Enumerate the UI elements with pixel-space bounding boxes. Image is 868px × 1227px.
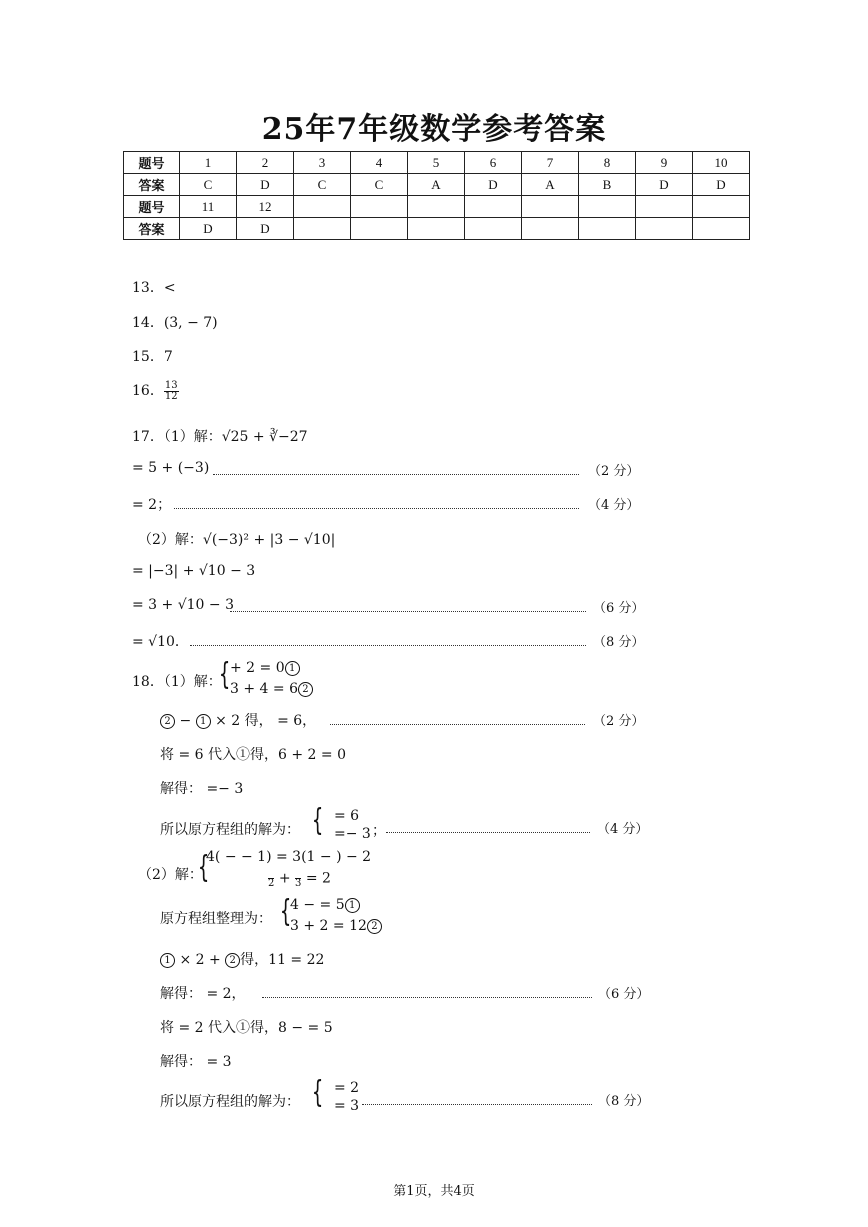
- table-cell: 2: [237, 152, 294, 174]
- equation-line: [230, 660, 300, 676]
- q18b-step2: 解得： = 2，: [160, 986, 246, 1002]
- table-cell: [579, 218, 636, 240]
- dotted-leader: [386, 832, 590, 833]
- operator: −: [175, 713, 196, 729]
- equation: 4 − = 5: [290, 897, 345, 913]
- fraction: [268, 868, 274, 889]
- table-cell: [636, 196, 693, 218]
- solution-line: = 6: [334, 808, 360, 824]
- solution-line: = 2: [334, 1080, 360, 1096]
- q18b-step4: 解得： = 3: [160, 1054, 232, 1070]
- table-cell: D: [465, 174, 522, 196]
- table-cell: A: [522, 174, 579, 196]
- table-cell: C: [294, 174, 351, 196]
- table-cell: 10: [693, 152, 750, 174]
- table-cell: 11: [180, 196, 237, 218]
- table-row: [124, 152, 750, 174]
- equation-line: [290, 897, 360, 913]
- table-cell: D: [237, 174, 294, 196]
- answer-16-label: 16．: [132, 383, 164, 399]
- dotted-leader: [174, 508, 579, 509]
- plus-sign: +: [278, 870, 291, 887]
- dotted-leader: [330, 724, 585, 725]
- table-cell: 5: [408, 152, 465, 174]
- equation: 3 + 4 = 6: [230, 681, 298, 697]
- table-cell: C: [180, 174, 237, 196]
- table-row: [124, 174, 750, 196]
- q17-part1: 17．（1）解：√25 + ∛−27: [132, 429, 308, 445]
- fraction-denominator: 2: [268, 878, 275, 889]
- q18-part2-label: （2）解：: [138, 867, 203, 883]
- q18b-step3: 将 = 2 代入①得，8 − = 5: [160, 1020, 333, 1036]
- table-cell: [294, 196, 351, 218]
- table-cell: [579, 196, 636, 218]
- q18-arranged-label: 原方程组整理为：: [160, 911, 272, 927]
- table-cell: 7: [522, 152, 579, 174]
- fraction: [164, 381, 179, 402]
- dotted-leader: [262, 997, 592, 998]
- table-header-cell: 答案: [124, 218, 180, 240]
- circled-number: 1: [285, 661, 300, 676]
- table-cell: [408, 218, 465, 240]
- operator: × 2 +: [175, 952, 226, 968]
- fraction-numerator: 13: [164, 379, 178, 391]
- score-label: （4 分）: [597, 822, 649, 837]
- table-header-cell: 答案: [124, 174, 180, 196]
- table-cell: [465, 218, 522, 240]
- table-row: [124, 196, 750, 218]
- answer-14: 14．(3, − 7): [132, 315, 218, 331]
- fraction: [295, 868, 301, 889]
- q17-part2: （2）解：√(−3)² + |3 − √10|: [138, 532, 336, 548]
- left-brace: {: [218, 657, 231, 692]
- table-cell: D: [237, 218, 294, 240]
- table-cell: D: [636, 174, 693, 196]
- circled-number: 2: [367, 919, 382, 934]
- table-cell: [522, 196, 579, 218]
- table-cell: 4: [351, 152, 408, 174]
- table-cell: 8: [579, 152, 636, 174]
- step-text: 得，11 = 22: [240, 952, 325, 968]
- table-cell: 9: [636, 152, 693, 174]
- answer-table: [123, 151, 750, 240]
- table-cell: [693, 196, 750, 218]
- solution-line: =− 3: [334, 826, 371, 842]
- answer-15: 15．7: [132, 349, 173, 365]
- equation-line: [290, 918, 382, 934]
- fraction-denominator: 3: [295, 878, 302, 889]
- left-brace: {: [311, 1075, 324, 1110]
- table-cell: 6: [465, 152, 522, 174]
- equation-line: [268, 868, 331, 889]
- equation: + 2 = 0: [230, 660, 285, 676]
- table-cell: C: [351, 174, 408, 196]
- table-cell: [636, 218, 693, 240]
- circled-number: 1: [345, 898, 360, 913]
- table-cell: D: [180, 218, 237, 240]
- table-cell: [522, 218, 579, 240]
- answer-16: [132, 380, 179, 402]
- circled-number: 1: [196, 714, 211, 729]
- q18b-step1: [160, 949, 324, 969]
- semicolon: ；: [372, 823, 386, 839]
- table-cell: [351, 196, 408, 218]
- circled-number: 2: [160, 714, 175, 729]
- score-label: （6 分）: [593, 601, 645, 616]
- page-title: 25年7年级数学参考答案: [261, 112, 607, 147]
- q17-step3: = |−3| + √10 − 3: [132, 563, 256, 579]
- q17-step2: = 2；: [132, 497, 172, 513]
- left-brace: {: [279, 894, 292, 929]
- score-label: （4 分）: [588, 498, 640, 513]
- score-label: （2 分）: [593, 714, 645, 729]
- equation-rhs: = 2: [305, 870, 331, 887]
- equation-line: 4( − − 1) = 3(1 − ) − 2: [206, 849, 372, 865]
- score-label: （8 分）: [593, 635, 645, 650]
- q18-step1: [160, 710, 316, 730]
- left-brace: {: [311, 803, 324, 838]
- table-cell: 12: [237, 196, 294, 218]
- left-brace: {: [197, 850, 210, 885]
- q17-step1: = 5 + (−3): [132, 460, 210, 476]
- table-cell: D: [693, 174, 750, 196]
- q18-step2: 将 = 6 代入①得，6 + 2 = 0: [160, 747, 346, 763]
- table-cell: 3: [294, 152, 351, 174]
- table-header-cell: 题号: [124, 196, 180, 218]
- table-cell: [294, 218, 351, 240]
- q17-step5: = √10．: [132, 634, 189, 650]
- table-cell: A: [408, 174, 465, 196]
- step-text: × 2 得， = 6，: [210, 713, 317, 729]
- fraction-denominator: 12: [164, 390, 178, 402]
- page-footer: 第1页，共4页: [393, 1184, 475, 1199]
- table-cell: [693, 218, 750, 240]
- dotted-leader: [190, 645, 586, 646]
- table-cell: [408, 196, 465, 218]
- circled-number: 2: [298, 682, 313, 697]
- solution-line: = 3: [334, 1098, 360, 1114]
- equation: 3 + 2 = 12: [290, 918, 367, 934]
- dotted-leader: [230, 611, 586, 612]
- dotted-leader: [362, 1104, 592, 1105]
- table-header-cell: 题号: [124, 152, 180, 174]
- dotted-leader: [213, 474, 579, 475]
- table-cell: B: [579, 174, 636, 196]
- table-cell: [465, 196, 522, 218]
- equation-line: [230, 681, 313, 697]
- score-label: （2 分）: [588, 464, 640, 479]
- q18b-solution-label: 所以原方程组的解为：: [160, 1094, 300, 1110]
- q18-part1-label: 18．（1）解：: [132, 674, 222, 690]
- circled-number: 1: [160, 953, 175, 968]
- q18-solution-label: 所以原方程组的解为：: [160, 822, 300, 838]
- score-label: （6 分）: [598, 987, 650, 1002]
- table-cell: [351, 218, 408, 240]
- q17-step4: = 3 + √10 − 3: [132, 597, 234, 613]
- table-cell: 1: [180, 152, 237, 174]
- q18-step3: 解得： =− 3: [160, 781, 244, 797]
- score-label: （8 分）: [598, 1094, 650, 1109]
- answer-13: 13．<: [132, 280, 176, 296]
- table-row: [124, 218, 750, 240]
- circled-number: 2: [225, 953, 240, 968]
